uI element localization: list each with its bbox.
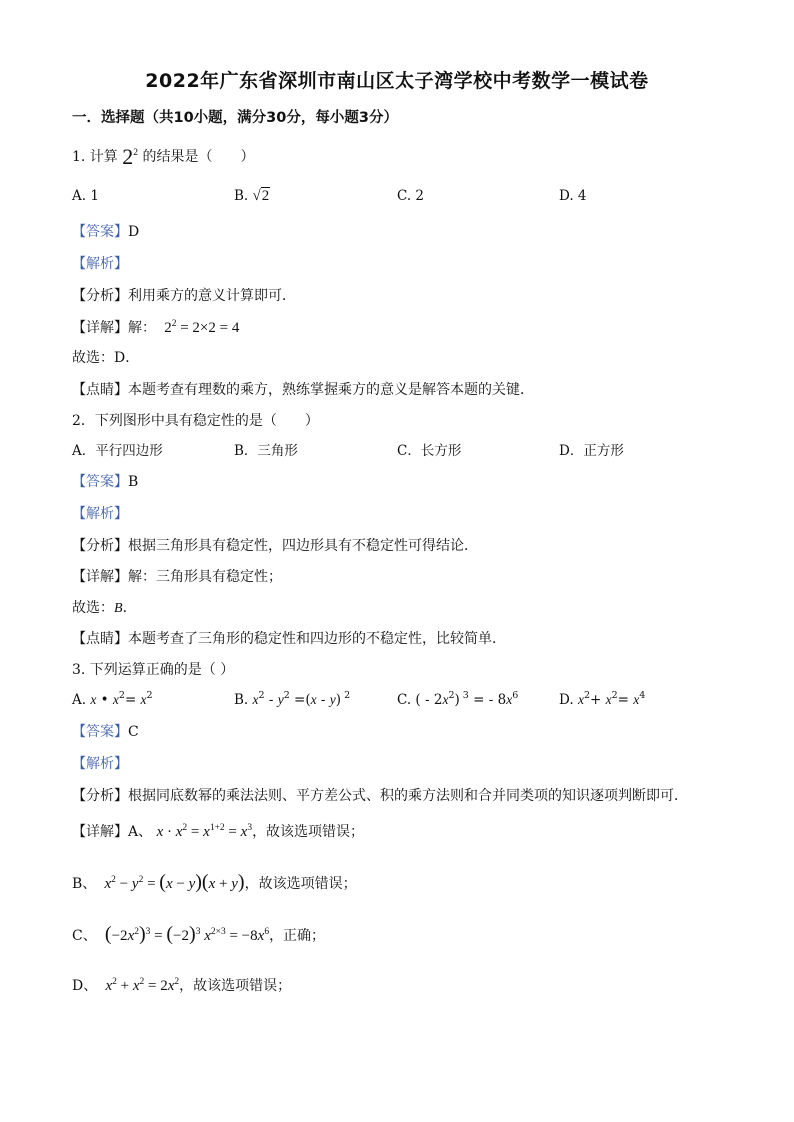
q1-option-a: A. 1 bbox=[72, 188, 99, 204]
q1-stem-suffix: 的结果是（ ） bbox=[142, 149, 255, 165]
q1-answer-value: D bbox=[128, 224, 140, 240]
q3-detail-c: C、 $(-2x^2)^3 = (-2)^3$ $x^{2\times 3} = -8x^6$，正确； bbox=[72, 923, 326, 945]
q3-option-b: B. $x^2 - y^2 =(x - y)$ $^2$ bbox=[234, 690, 351, 708]
q1-stem bbox=[72, 144, 255, 169]
q2-option-a: A．平行四边形 bbox=[72, 443, 163, 459]
q1-analysis-tag: 【解析】 bbox=[72, 256, 128, 272]
q2-choose: 故选：B． bbox=[72, 600, 137, 616]
answer-tag: 【答案】 bbox=[72, 224, 128, 240]
q3-answer: 【答案】C bbox=[72, 724, 139, 740]
q3-stem: 3. 下列运算正确的是（ ） bbox=[72, 662, 235, 678]
q1-option-b-radicand: 2 bbox=[261, 188, 270, 204]
q2-comment: 【点睛】本题考查了三角形的稳定性和四边形的不稳定性，比较简单． bbox=[72, 631, 506, 647]
q2-option-c: C．长方形 bbox=[397, 443, 462, 459]
q1-fenxi bbox=[72, 286, 296, 306]
q2-answer-value: B bbox=[128, 474, 139, 490]
q1-option-d: D. 4 bbox=[559, 188, 587, 204]
section-header: 一．选择题（共10小题，满分30分，每小题3分） bbox=[72, 110, 398, 126]
q3-answer-value: C bbox=[128, 724, 139, 740]
q2-answer: 【答案】B bbox=[72, 474, 139, 490]
q3-option-c: C. ( - $2x^2$) $^3$ = - $8x^6$ bbox=[397, 690, 519, 708]
q1-option-b bbox=[234, 186, 270, 206]
q3-fenxi-text: 根据同底数幂的乘法法则、平方差公式、积的乘方法则和合并同类项的知识逐项判断即可． bbox=[128, 788, 688, 804]
q2-detail: 【详解】解：三角形具有稳定性； bbox=[72, 569, 282, 585]
page-title: 2022年广东省深圳市南山区太子湾学校中考数学一模试卷 bbox=[145, 70, 649, 92]
q2-analysis-tag: 【解析】 bbox=[72, 506, 128, 522]
q1-power-exp: 2 bbox=[133, 148, 139, 158]
q3-detail-d: D、 $x^2 + x^2 = 2x^2$，故该选项错误； bbox=[72, 977, 292, 994]
q1-stem-prefix: 1. 计算 bbox=[72, 149, 118, 165]
detail-tag: 【详解】 bbox=[72, 320, 128, 336]
q2-option-d: D．正方形 bbox=[559, 443, 624, 459]
q3-analysis-tag: 【解析】 bbox=[72, 756, 128, 772]
fenxi-tag: 【分析】 bbox=[72, 288, 128, 304]
q2-comment-text: 本题考查了三角形的稳定性和四边形的不稳定性，比较简单． bbox=[128, 631, 506, 647]
q1-choose: 故选：D． bbox=[72, 350, 140, 366]
comment-tag: 【点睛】 bbox=[72, 382, 128, 398]
q1-detail-math: $2^2 = 2\times 2 = 4$ bbox=[164, 319, 240, 336]
q1-comment bbox=[72, 380, 534, 400]
q2-option-b: B．三角形 bbox=[234, 443, 298, 459]
q1-fenxi-text: 利用乘方的意义计算即可． bbox=[128, 288, 296, 304]
q3-option-a: A. x • $x^2= x^2$ bbox=[72, 690, 153, 708]
q2-choose-letter: B bbox=[114, 601, 123, 616]
q2-detail-text: 解：三角形具有稳定性； bbox=[128, 569, 282, 585]
q2-fenxi: 【分析】根据三角形具有稳定性，四边形具有不稳定性可得结论． bbox=[72, 538, 478, 554]
q3-detail-a: 【详解】A、 $x \cdot x^2 = x^{1+2} = x^3$，故该选项错误； bbox=[72, 823, 365, 840]
q1-detail bbox=[72, 318, 239, 338]
q3-detail-b: B、 $x^2 - y^2 = (x - y)(x + y)$，故该选项错误； bbox=[72, 871, 357, 893]
q1-power-base: 2 bbox=[122, 144, 134, 169]
q2-stem: 2．下列图形中具有稳定性的是（ ） bbox=[72, 413, 319, 429]
q1-option-b-label: B. bbox=[234, 188, 249, 204]
q3-option-d: D. $x^2+ x^2= x^4$ bbox=[559, 690, 646, 708]
q1-option-c: C. 2 bbox=[397, 188, 425, 204]
q1-detail-prefix: 解： bbox=[128, 320, 156, 336]
q2-fenxi-text: 根据三角形具有稳定性，四边形具有不稳定性可得结论． bbox=[128, 538, 478, 554]
sqrt-symbol: √2 bbox=[252, 188, 270, 204]
q3-fenxi: 【分析】根据同底数幂的乘法法则、平方差公式、积的乘方法则和合并同类项的知识逐项判断即可． bbox=[72, 788, 688, 804]
q1-comment-text: 本题考查有理数的乘方，熟练掌握乘方的意义是解答本题的关键． bbox=[128, 382, 534, 398]
q1-answer bbox=[72, 222, 139, 242]
